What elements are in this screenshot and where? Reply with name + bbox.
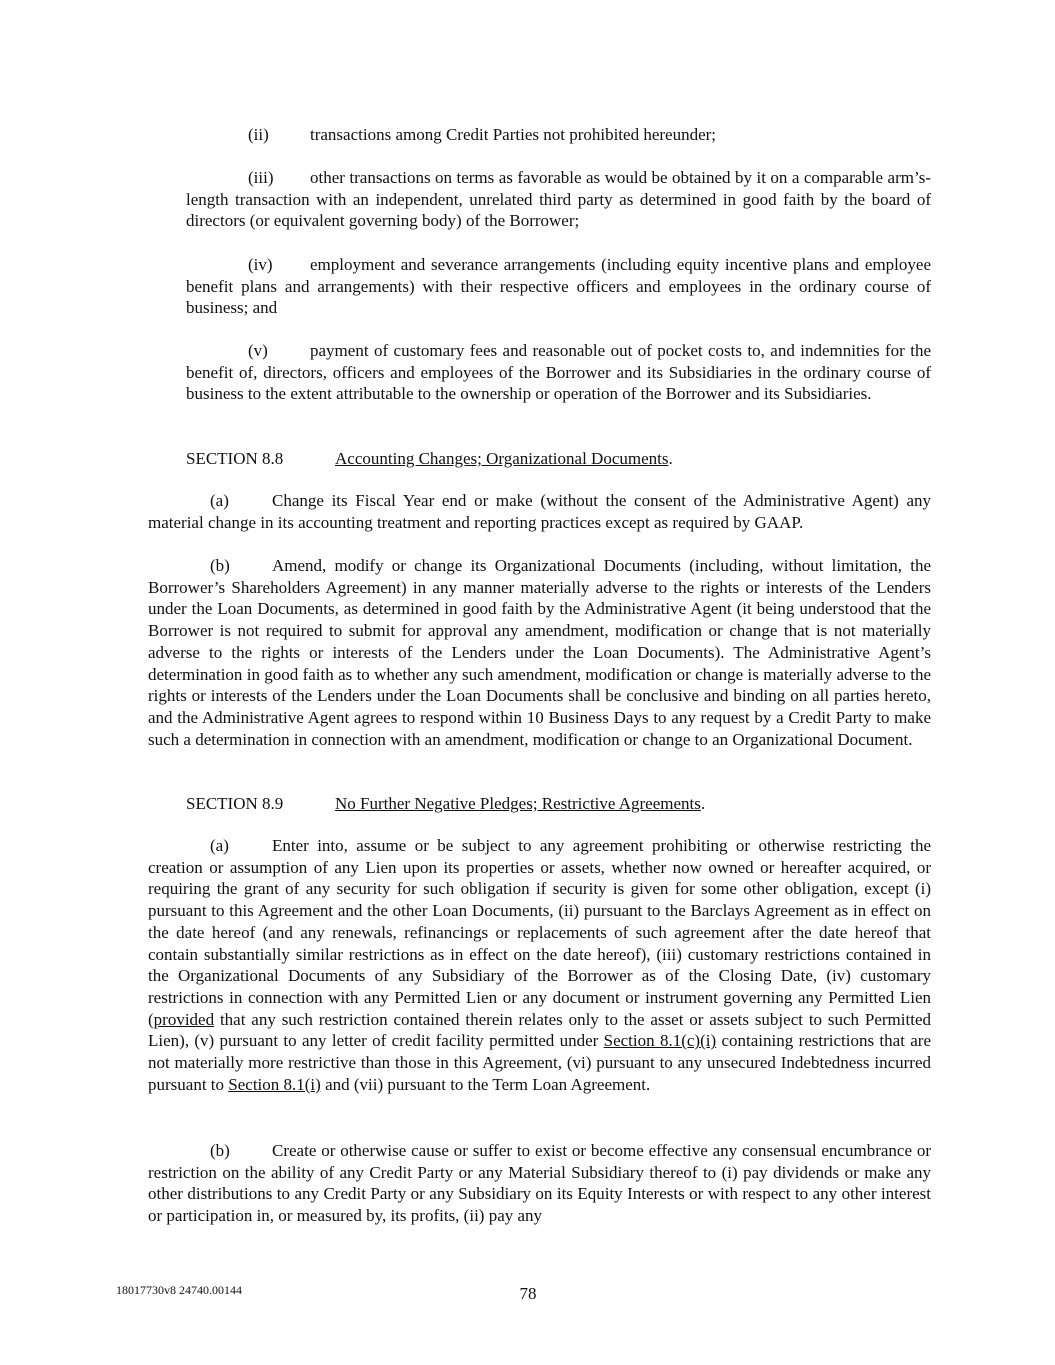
section-period: .: [700, 794, 706, 813]
page-number: 78: [519, 1284, 537, 1303]
paragraph-text: Enter into, assume or be subject to any agreement prohibiting or otherwise restricting the creation or assumption of any Lien upon its properties or assets, whether now owned or hereafter acquired, or requiring the grant of any security for such obligation if security is given for some other obligation, except (i) pursuant to this Agreement and the other Loan Documents, (ii) pursuant to the Barclays Agreement as in effect on the date hereof (and any renewals, refinancings or replacements of such agreement after the date hereof that contain substantially similar restrictions as in effect on the date hereof), (iii) customary restrictions contained in the Organizational Documents of any Subsidiary of the Borrower as of the Closing Date, (iv) customary restrictions in connection with any Permitted Lien or any document or instrument governing any Permitted Lien (: [148, 836, 931, 1029]
document-id: 18017730v8 24740.00144: [116, 1283, 242, 1297]
paragraph-text: and (vii) pursuant to the Term Loan Agreement.: [320, 1074, 651, 1094]
section-8-9-heading: [186, 793, 931, 815]
section-title: Accounting Changes; Organizational Documents: [335, 449, 669, 468]
paragraph-label: (b): [210, 556, 230, 575]
clause-label: (iv): [248, 255, 273, 274]
clause-ii: [186, 124, 931, 146]
clause-label: (v): [248, 341, 268, 360]
clause-text: other transactions on terms as favorable as would be obtained by it on a comparable arm’s-length transaction with an independent, unrelated third party as determined in good faith by the board of directors (or equivalent governing body) of the Borrower;: [186, 168, 931, 231]
section-number: SECTION 8.9: [186, 794, 284, 813]
clause-text: payment of customary fees and reasonable out of pocket costs to, and indemnities for the benefit of, directors, officers and employees of the Borrower and its Subsidiaries in the ordinary course of business to the extent attributable to the ownership or operation of the Borrower and its Subsidiaries.: [186, 341, 931, 404]
clause-iv: [186, 254, 931, 319]
paragraph-label: (a): [210, 836, 229, 855]
section-8-9-a: [148, 835, 931, 1095]
section-8-9-b: [148, 1140, 931, 1227]
paragraph-text: Amend, modify or change its Organizational Documents (including, without limitation, the Borrower’s Shareholders Agreement) in any manner materially adverse to the rights or interests of the Lenders under the Loan Documents, as determined in good faith by the Administrative Agent (it being understood that the Borrower is not required to submit for approval any amendment, modification or change that is not materially adverse to the rights or interests of the Lenders under the Loan Documents). The Administrative Agent’s determination in good faith as to whether any such amendment, modification or change is materially adverse to the rights or interests of the Lenders under the Loan Documents shall be conclusive and binding on all parties hereto, and the Administrative Agent agrees to respond within 10 Business Days to any request by a Credit Party to make such a determination in connection with an amendment, modification or change to an Organizational Document.: [148, 556, 931, 749]
paragraph-text: containing restrictions that are not materially more restrictive than those in this Agreement, (vi) pursuant to any unsecured Indebtedness incurred pursuant to: [148, 1031, 932, 1094]
section-number: SECTION 8.8: [186, 449, 284, 468]
clause-iii: [186, 167, 931, 232]
section-period: .: [668, 449, 673, 468]
clause-v: [186, 340, 931, 405]
section-8-8-a: [148, 490, 931, 533]
paragraph-label: (a): [210, 491, 229, 510]
section-8-8-b: [148, 555, 931, 750]
paragraph-text: Create or otherwise cause or suffer to exist or become effective any consensual encumbrance or restriction on the ability of any Credit Party or any Material Subsidiary thereof to (i) pay dividends or make any other distributions to any Credit Party or any Subsidiary on its Equity Interests or with respect to any other interest or participation in, or measured by, its profits, (ii) pay any: [148, 1141, 931, 1226]
section-reference: Section 8.1(c)(i): [603, 1031, 717, 1051]
clause-label: (iii): [248, 168, 274, 187]
clause-label: (ii): [248, 125, 269, 144]
section-8-8-heading: [186, 448, 931, 470]
paragraph-label: (b): [210, 1141, 230, 1160]
paragraph-text: Change its Fiscal Year end or make (without the consent of the Administrative Agent) any material change in its accounting treatment and reporting practices except as required by GAAP.: [148, 491, 931, 532]
clause-text: employment and severance arrangements (including equity incentive plans and employee benefit plans and arrangements) with their respective officers and employees in the ordinary course of business; and: [186, 255, 931, 318]
clause-text: transactions among Credit Parties not prohibited hereunder;: [310, 125, 717, 144]
paragraph-text: that any such restriction contained therein relates only to the asset or assets subject to such Permitted Lien), (v) pursuant to any letter of credit facility permitted under: [148, 1009, 931, 1051]
section-title: No Further Negative Pledges; Restrictive Agreements: [335, 794, 701, 813]
provided-term: provided: [153, 1009, 215, 1029]
section-reference: Section 8.1(i): [228, 1074, 321, 1094]
